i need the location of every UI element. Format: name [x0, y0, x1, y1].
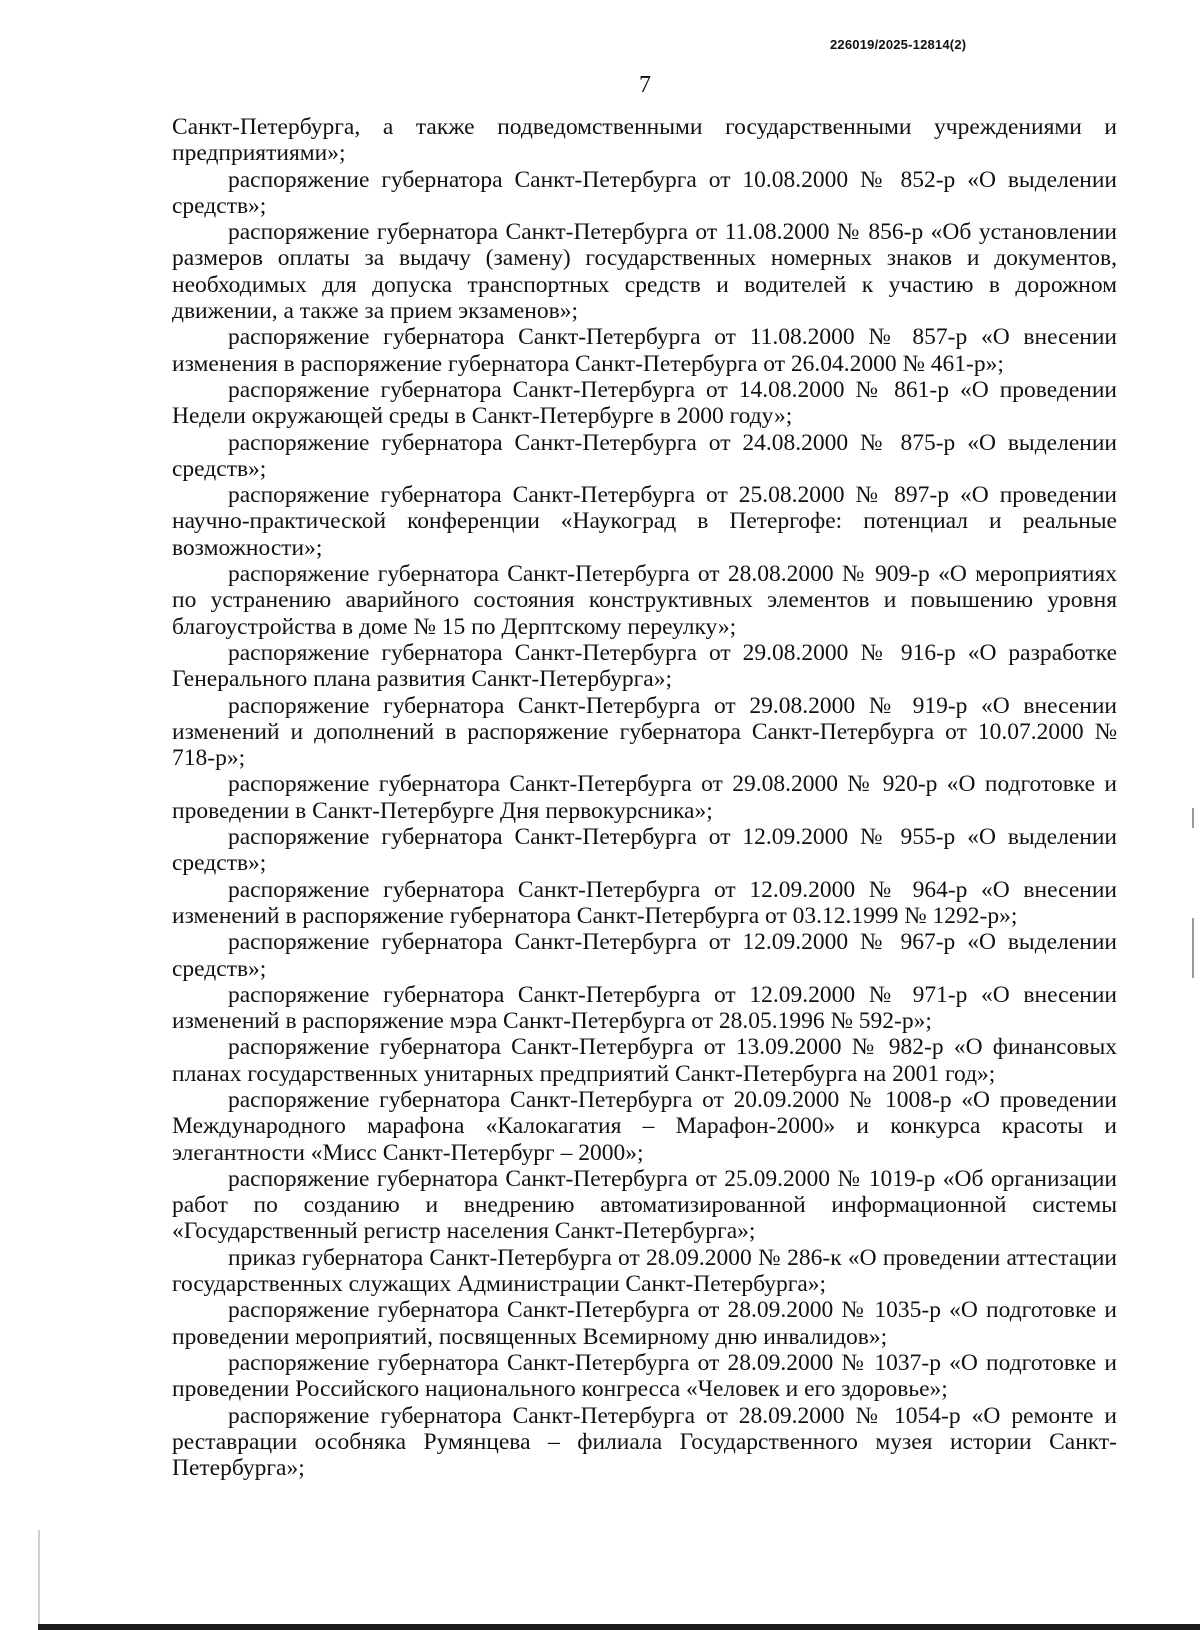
paragraph: распоряжение губернатора Санкт-Петербурга от 28.08.2000 № 909-р «О мероприятиях по устранению аварийного состояния конструктивных элементов и повышению уровня благоустройства в доме № 15 по Дерптскому переулку»;: [172, 561, 1117, 640]
paragraph: приказ губернатора Санкт-Петербурга от 28.09.2000 № 286-к «О проведении аттестации государственных служащих Администрации Санкт-Петербурга»;: [172, 1244, 1117, 1298]
paragraph: распоряжение губернатора Санкт-Петербурга от 25.09.2000 № 1019-р «Об организации работ по созданию и внедрению автоматизированной информационной системы «Государственный регистр населения Санкт-Петербурга»;: [172, 1165, 1117, 1245]
paragraph: Санкт-Петербурга, а также подведомственными государственными учреждениями и предприятиями»;: [172, 114, 1117, 167]
scan-bottom-edge: [38, 1624, 1200, 1630]
scan-margin-mark: [1192, 808, 1194, 828]
document-body: [172, 114, 1117, 1481]
paragraph: распоряжение губернатора Санкт-Петербурга от 28.09.2000 № 1035-р «О подготовке и проведении мероприятий, посвященных Всемирному дню инвалидов»;: [172, 1297, 1117, 1350]
paragraph: распоряжение губернатора Санкт-Петербурга от 29.08.2000 № 919-р «О внесении изменений и дополнений в распоряжение губернатора Санкт-Петербурга от 10.07.2000 № 718-р»;: [172, 692, 1117, 772]
paragraph: распоряжение губернатора Санкт-Петербурга от 24.08.2000 № 875-р «О выделении средств»;: [172, 429, 1117, 482]
page-number: 7: [639, 72, 651, 98]
paragraph: распоряжение губернатора Санкт-Петербурга от 20.09.2000 № 1008-р «О проведении Международного марафона «Калокагатия – Марафон-2000» и конкурса красоты и элегантности «Мисс Санкт-Петербург – 2000»;: [172, 1086, 1117, 1166]
scan-margin-mark: [1192, 918, 1194, 978]
paragraph: распоряжение губернатора Санкт-Петербурга от 29.08.2000 № 916-р «О разработке Генерального плана развития Санкт-Петербурга»;: [172, 639, 1117, 693]
paragraph: распоряжение губернатора Санкт-Петербурга от 14.08.2000 № 861-р «О проведении Недели окружающей среды в Санкт-Петербурге в 2000 году»;: [172, 376, 1117, 430]
paragraph: распоряжение губернатора Санкт-Петербурга от 12.09.2000 № 971-р «О внесении изменений в распоряжение мэра Санкт-Петербурга от 28.05.1996 № 592-р»;: [172, 981, 1117, 1035]
paragraph: распоряжение губернатора Санкт-Петербурга от 12.09.2000 № 955-р «О выделении средств»;: [172, 824, 1117, 877]
paragraph: распоряжение губернатора Санкт-Петербурга от 12.09.2000 № 967-р «О выделении средств»;: [172, 929, 1117, 982]
paragraph: распоряжение губернатора Санкт-Петербурга от 25.08.2000 № 897-р «О проведении научно-практической конференции «Наукоград в Петергофе: потенциал и реальные возможности»;: [172, 482, 1117, 561]
scan-left-edge: [38, 1530, 40, 1630]
paragraph: распоряжение губернатора Санкт-Петербурга от 29.08.2000 № 920-р «О подготовке и проведении в Санкт-Петербурге Дня первокурсника»;: [172, 771, 1117, 824]
paragraph: распоряжение губернатора Санкт-Петербурга от 28.09.2000 № 1054-р «О ремонте и реставрации особняка Румянцева – филиала Государственного музея истории Санкт-Петербурга»;: [172, 1402, 1117, 1482]
paragraph: распоряжение губернатора Санкт-Петербурга от 10.08.2000 № 852-р «О выделении средств»;: [172, 166, 1117, 219]
paragraph: распоряжение губернатора Санкт-Петербурга от 12.09.2000 № 964-р «О внесении изменений в распоряжение губернатора Санкт-Петербурга от 03.12.1999 № 1292-р»;: [172, 876, 1117, 929]
paragraph: распоряжение губернатора Санкт-Петербурга от 28.09.2000 № 1037-р «О подготовке и проведении Российского национального конгресса «Человек и его здоровье»;: [172, 1349, 1117, 1403]
document-id: 226019/2025-12814(2): [830, 37, 967, 52]
paragraph: распоряжение губернатора Санкт-Петербурга от 13.09.2000 № 982-р «О финансовых планах государственных унитарных предприятий Санкт-Петербурга на 2001 год»;: [172, 1034, 1117, 1087]
paragraph: распоряжение губернатора Санкт-Петербурга от 11.08.2000 № 856-р «Об установлении размеров оплаты за выдачу (замену) государственных номерных знаков и документов, необходимых для допуска транспортных средств и водителей к участию в дорожном движении, а также за прием экзаменов»;: [172, 219, 1117, 325]
paragraph: распоряжение губернатора Санкт-Петербурга от 11.08.2000 № 857-р «О внесении изменения в распоряжение губернатора Санкт-Петербурга от 26.04.2000 № 461-р»;: [172, 324, 1117, 377]
